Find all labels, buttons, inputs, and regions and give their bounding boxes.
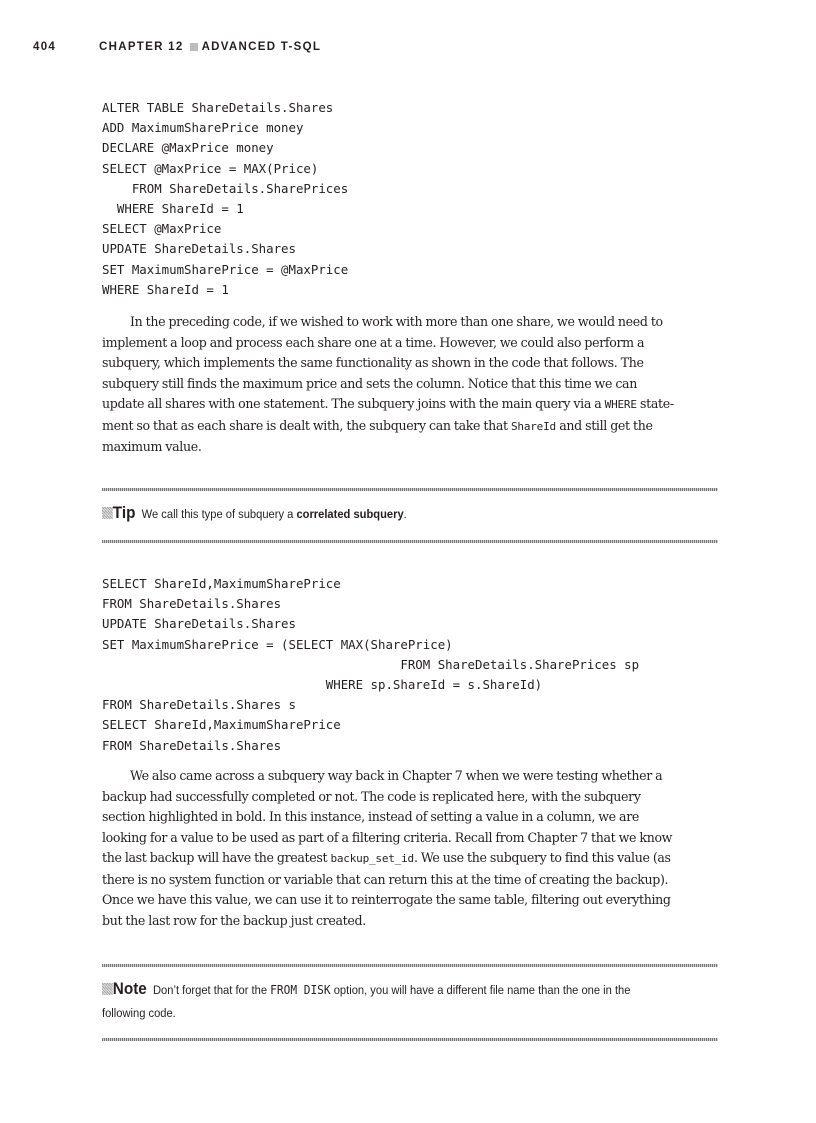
text-line [102,416,718,438]
text-line: Once we have this value, we can use it to reinterrogate the same table, filtering out everything [102,892,671,907]
code-line: WHERE ShareId = 1 [102,200,244,216]
text-line: looking for a value to be used as part of a filtering criteria. Recall from Chapter 7 that we know [102,829,673,845]
inline-code: backup_set_id [330,852,414,865]
note-line [102,977,656,1002]
text-line: subquery, which implements the same functionality as shown in the code that follows. The [102,355,644,370]
separator-box-icon [190,43,198,51]
code-line: SELECT ShareId,MaximumSharePrice [102,717,341,733]
tip-callout [102,501,656,526]
code-line: WHERE sp.ShareId = s.ShareId) [102,676,543,692]
text-run: ment so that as each share is dealt with, the subquery can take that [102,417,508,433]
text-run: and still get the [559,417,653,433]
text-line: there is no system function or variable that can return this at the time of creating the backup). [102,871,669,887]
note-text: Don’t forget that for the [153,983,268,997]
tip-line [102,501,656,526]
code-line: FROM ShareDetails.Shares [102,737,282,753]
chapter-heading [99,41,321,53]
text-run: update all shares with one statement. The subquery joins with the main query via a [102,396,602,411]
note-inline-code: FROM DISK [270,982,331,997]
note-text: option, you will have a different file name than the one in the [333,983,631,997]
tip-text: We call this type of subquery a [141,507,294,521]
note-top-rule [102,964,718,967]
code-line: FROM ShareDetails.SharePrices [102,180,349,196]
body-paragraph-2 [102,766,718,931]
note-callout [102,977,656,1025]
tip-box-icon [102,507,113,519]
text-line: maximum value. [102,439,202,454]
note-bottom-rule [102,1038,718,1041]
code-block-1 [102,98,348,300]
text-line: section highlighted in bold. In this instance, instead of setting a value in a column, we are [102,809,639,824]
code-block-2 [102,574,639,756]
code-line: UPDATE ShareDetails.Shares [102,616,296,632]
code-line: DECLARE @MaxPrice money [102,140,274,156]
page-number: 404 [33,41,57,53]
chapter-label: CHAPTER 12 [99,41,184,53]
code-line: SET MaximumSharePrice = (SELECT MAX(SharePrice) [102,636,453,652]
code-line: FROM ShareDetails.Shares [102,596,282,612]
text-line: but the last row for the backup just created. [102,912,366,928]
tip-end: . [403,507,407,521]
note-line: following code. [102,1006,176,1020]
code-line: ALTER TABLE ShareDetails.Shares [102,100,334,115]
code-line: SELECT @MaxPrice [102,221,222,237]
chapter-title: ADVANCED T-SQL [201,41,322,53]
text-run: the last backup will have the greatest [102,850,328,865]
body-paragraph-1 [102,312,718,458]
code-line: SELECT @MaxPrice = MAX(Price) [102,160,319,176]
code-line: SELECT ShareId,MaximumSharePrice [102,576,341,591]
tip-bottom-rule [102,540,718,543]
tip-top-rule [102,488,718,491]
code-line: SET MaximumSharePrice = @MaxPrice [102,261,349,277]
code-line: ADD MaximumSharePrice money [102,120,304,136]
note-box-icon [102,983,113,995]
code-line: FROM ShareDetails.Shares s [102,697,296,713]
text-line [102,394,718,416]
text-line: In the preceding code, if we wished to work with more than one share, we would need to [130,314,663,329]
text-line: subquery still finds the maximum price and sets the column. Notice that this time we can [102,375,637,391]
code-line: FROM ShareDetails.SharePrices sp [102,656,640,672]
text-run: state- [640,396,674,411]
text-line: We also came across a subquery way back in Chapter 7 when we were testing whether a [130,768,663,783]
code-line: UPDATE ShareDetails.Shares [102,241,296,257]
text-line: backup had successfully completed or not. The code is replicated here, with the subquery [102,788,641,804]
tip-label: Tip [112,503,136,522]
code-line: WHERE ShareId = 1 [102,281,229,297]
text-run: . We use the subquery to find this value (as [413,850,671,865]
inline-code: ShareId [510,419,556,433]
tip-bold-term: correlated subquery [296,507,404,521]
note-label: Note [112,979,147,998]
inline-code: WHERE [604,398,637,411]
text-line: implement a loop and process each share one at a time. However, we could also perform a [102,334,645,350]
text-line [102,848,718,870]
